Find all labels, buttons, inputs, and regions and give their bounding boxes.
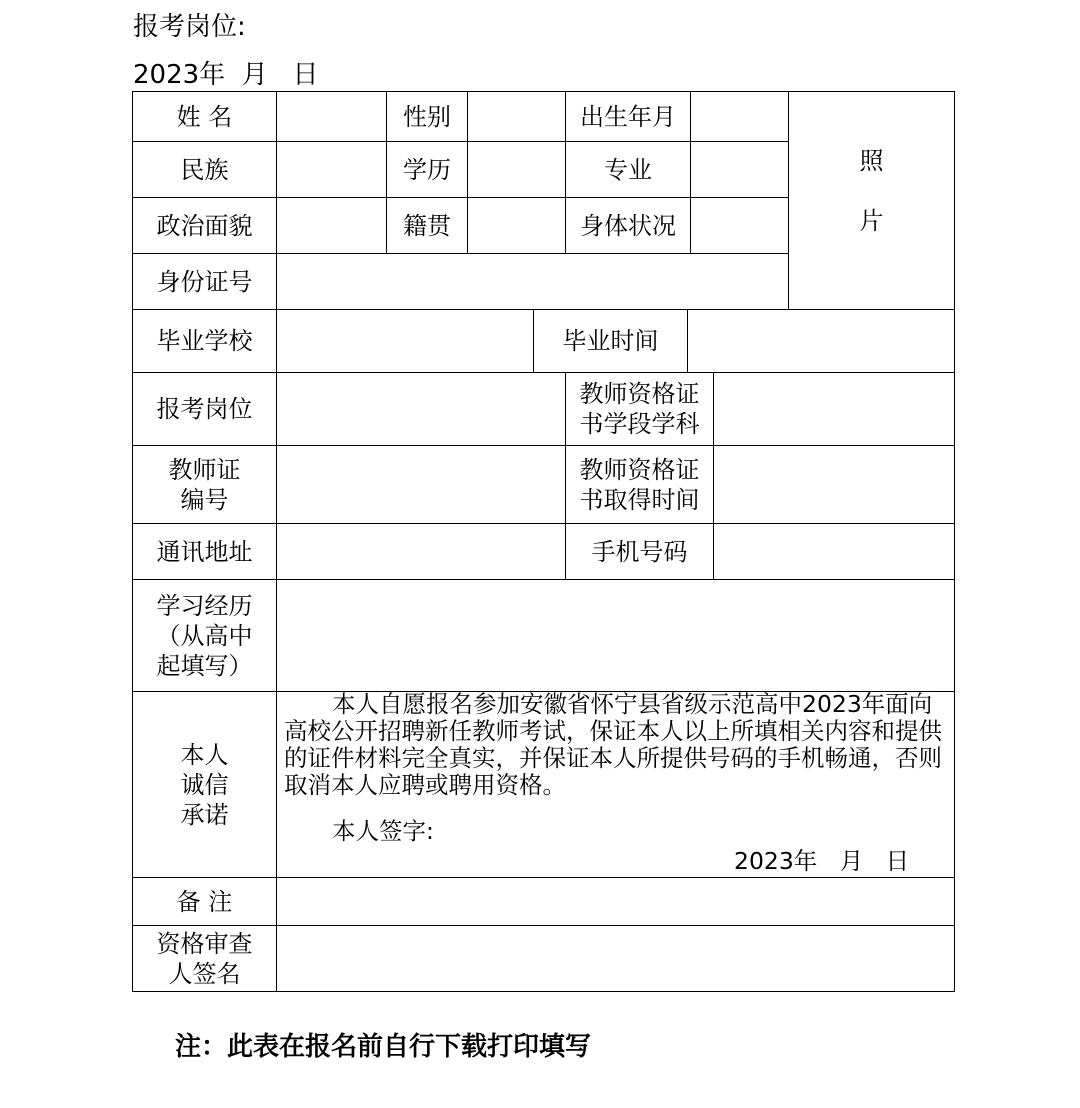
gender-field[interactable] <box>467 91 566 142</box>
cert-no-field[interactable] <box>276 445 566 524</box>
pledge-date: 2023年 月 日 <box>734 847 910 875</box>
cert-time-field[interactable] <box>713 445 955 524</box>
ethnicity-label: 民族 <box>132 141 277 198</box>
native-field[interactable] <box>467 197 566 254</box>
name-label: 姓 名 <box>132 91 277 142</box>
pledge-text: 本人自愿报名参加安徽省怀宁县省级示范高中2023年面向高校公开招聘新任教师考试，保证本人以上所填相关内容和提供的证件材料完全真实，并保证本人所提供号码的手机畅通，否则取消本人应聘或聘用资格。 <box>284 690 942 799</box>
post-header: 报考岗位: <box>133 12 246 42</box>
photo-box[interactable]: 照 片 <box>788 91 955 310</box>
reviewer-field[interactable] <box>276 925 955 992</box>
reviewer-label: 资格审查 人签名 <box>132 925 277 992</box>
cert-no-label: 教师证 编号 <box>132 445 277 524</box>
id-field[interactable] <box>276 253 789 310</box>
school-label: 毕业学校 <box>132 309 277 373</box>
grad-time-field[interactable] <box>687 309 955 373</box>
health-label: 身体状况 <box>565 197 691 254</box>
id-label: 身份证号 <box>132 253 277 310</box>
political-label: 政治面貌 <box>132 197 277 254</box>
cert-subject-label: 教师资格证 书学段学科 <box>565 372 714 446</box>
birth-label: 出生年月 <box>565 91 691 142</box>
remark-label: 备 注 <box>132 877 277 926</box>
political-field[interactable] <box>276 197 387 254</box>
sign-label: 本人签字: <box>332 817 434 845</box>
phone-label: 手机号码 <box>565 523 714 580</box>
native-label: 籍贯 <box>386 197 468 254</box>
major-label: 专业 <box>565 141 691 198</box>
study-label: 学习经历 （从高中 起填写） <box>132 579 277 692</box>
education-label: 学历 <box>386 141 468 198</box>
study-field[interactable] <box>276 579 955 692</box>
name-field[interactable] <box>276 91 387 142</box>
cert-subject-field[interactable] <box>713 372 955 446</box>
remark-field[interactable] <box>276 877 955 926</box>
pledge-content <box>276 691 954 877</box>
post-field[interactable] <box>276 372 566 446</box>
post-label: 报考岗位 <box>132 372 277 446</box>
address-field[interactable] <box>276 523 566 580</box>
pledge-label: 本人 诚信 承诺 <box>132 691 277 878</box>
footer-note: 注：此表在报名前自行下载打印填写 <box>175 1032 592 1062</box>
health-field[interactable] <box>690 197 789 254</box>
school-field[interactable] <box>276 309 534 373</box>
education-field[interactable] <box>467 141 566 198</box>
address-label: 通讯地址 <box>132 523 277 580</box>
major-field[interactable] <box>690 141 789 198</box>
cert-time-label: 教师资格证 书取得时间 <box>565 445 714 524</box>
date-line: 2023年 月 日 <box>133 60 319 90</box>
gender-label: 性别 <box>386 91 468 142</box>
phone-field[interactable] <box>713 523 955 580</box>
ethnicity-field[interactable] <box>276 141 387 198</box>
grad-time-label: 毕业时间 <box>533 309 688 373</box>
birth-field[interactable] <box>690 91 789 142</box>
